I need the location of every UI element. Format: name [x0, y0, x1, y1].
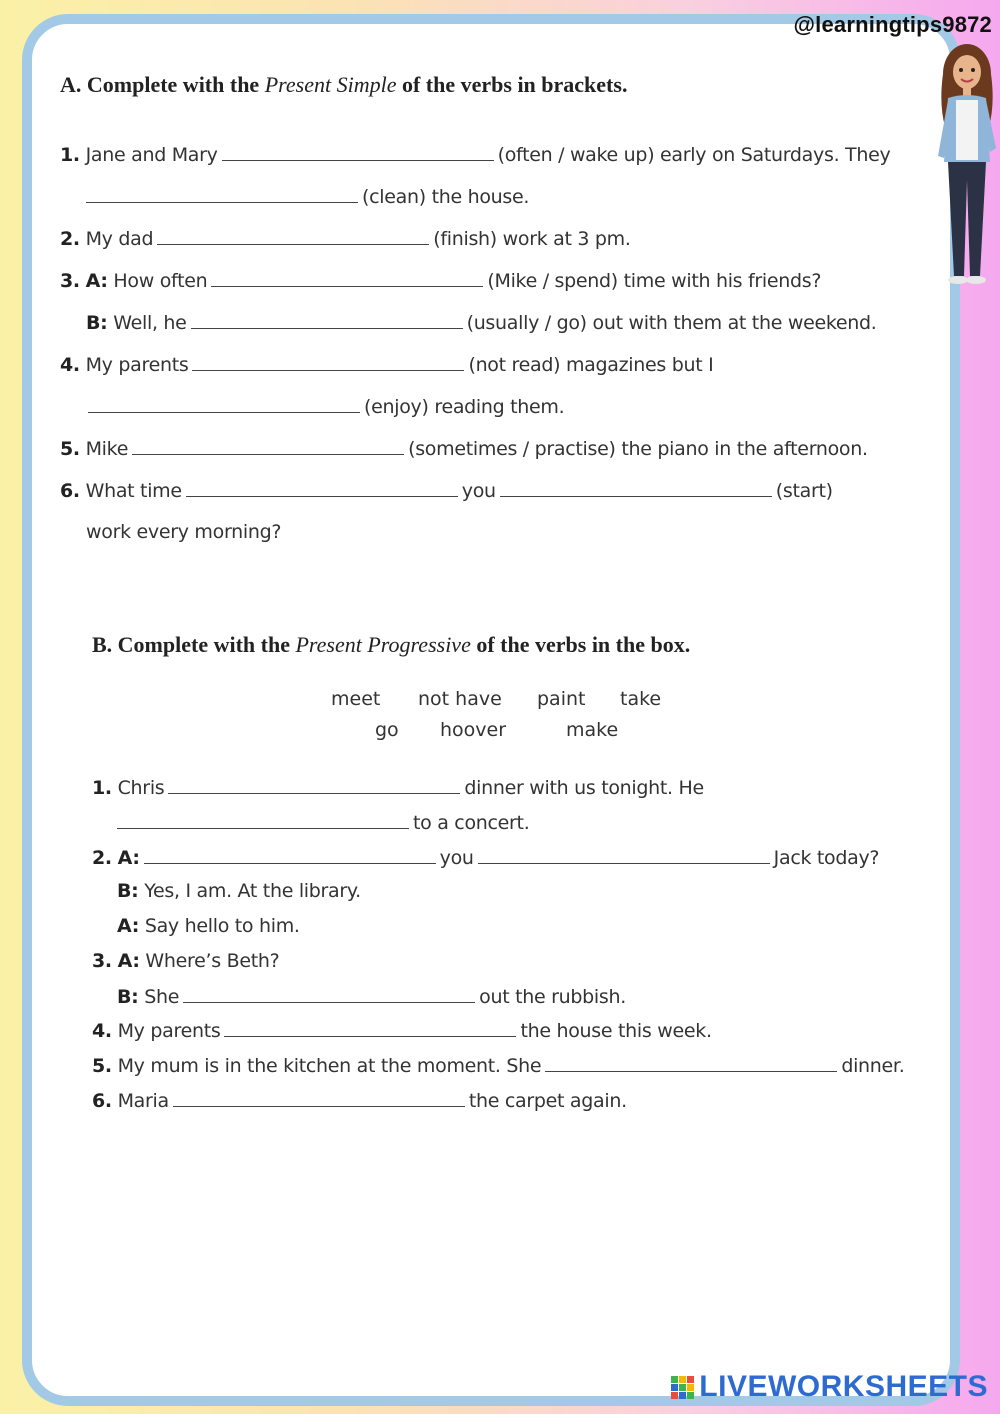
answer-blank[interactable]: [88, 394, 360, 413]
a-item-2: 2. My dad (finish) work at 3 pm.: [60, 228, 631, 250]
answer-blank[interactable]: [183, 984, 475, 1003]
b-item-4: 4. My parents the house this week.: [92, 1020, 712, 1042]
word-box-item: hoover: [440, 719, 507, 741]
word-box-item: go: [375, 719, 399, 741]
a-item-4: 4. My parents (not read) magazines but I: [60, 354, 714, 376]
answer-blank[interactable]: [192, 352, 464, 371]
section-b-title: B. Complete with the Present Progressive of the verbs in the box.: [92, 632, 691, 657]
b-item-5: 5. My mum is in the kitchen at the moment. She dinner.: [92, 1055, 905, 1077]
answer-blank[interactable]: [168, 775, 460, 794]
a-item-6: 6. What time you (start): [60, 480, 833, 502]
a-item-1-cont: (clean) the house.: [86, 184, 529, 209]
b-item-3-reply: B: She out the rubbish.: [117, 986, 626, 1008]
answer-blank[interactable]: [478, 845, 770, 864]
a-item-1: 1. Jane and Mary (often / wake up) early on Saturdays. They: [60, 144, 891, 166]
a-item-6-cont: work every morning?: [86, 521, 282, 543]
answer-blank[interactable]: [117, 810, 409, 829]
b-item-1: 1. Chris dinner with us tonight. He: [92, 777, 704, 799]
author-handle: @learningtips9872: [793, 12, 992, 37]
answer-blank[interactable]: [132, 436, 404, 455]
b-item-2-reply: B: Yes, I am. At the library.: [117, 880, 361, 902]
b-item-6: 6. Maria the carpet again.: [92, 1090, 627, 1112]
word-box-item: paint: [537, 688, 586, 710]
word-box-item: make: [566, 719, 619, 741]
teacher-illustration: [934, 40, 1000, 292]
a-item-5: 5. Mike (sometimes / practise) the piano in the afternoon.: [60, 438, 868, 460]
liveworksheets-logo-text: LIVEWORKSHEETS: [699, 1370, 988, 1403]
answer-blank[interactable]: [186, 478, 458, 497]
section-a-title: A. Complete with the Present Simple of the verbs in brackets.: [60, 72, 628, 97]
answer-blank[interactable]: [500, 478, 772, 497]
answer-blank[interactable]: [144, 845, 436, 864]
word-box-item: not have: [418, 688, 502, 710]
answer-blank[interactable]: [224, 1018, 516, 1037]
answer-blank[interactable]: [191, 310, 463, 329]
b-item-1-cont: to a concert.: [117, 810, 529, 835]
liveworksheets-logo-icon: [671, 1376, 695, 1400]
b-item-2-reply2: A: Say hello to him.: [117, 915, 300, 937]
answer-blank[interactable]: [545, 1053, 837, 1072]
answer-blank[interactable]: [86, 184, 358, 203]
answer-blank[interactable]: [222, 142, 494, 161]
b-item-2: 2. A: you Jack today?: [92, 847, 880, 869]
liveworksheets-logo: [671, 1370, 988, 1404]
a-item-3: 3. A: How often (Mike / spend) time with his friends?: [60, 270, 822, 292]
a-item-4-cont: (enjoy) reading them.: [88, 394, 564, 419]
word-box-item: take: [620, 688, 662, 710]
worksheet-page: [22, 14, 960, 1406]
answer-blank[interactable]: [211, 268, 483, 287]
answer-blank[interactable]: [157, 226, 429, 245]
b-item-3: 3. A: Where’s Beth?: [92, 950, 280, 972]
answer-blank[interactable]: [173, 1088, 465, 1107]
a-item-3-reply: B: Well, he (usually / go) out with them at the weekend.: [86, 312, 877, 334]
word-box-item: meet: [331, 688, 381, 710]
